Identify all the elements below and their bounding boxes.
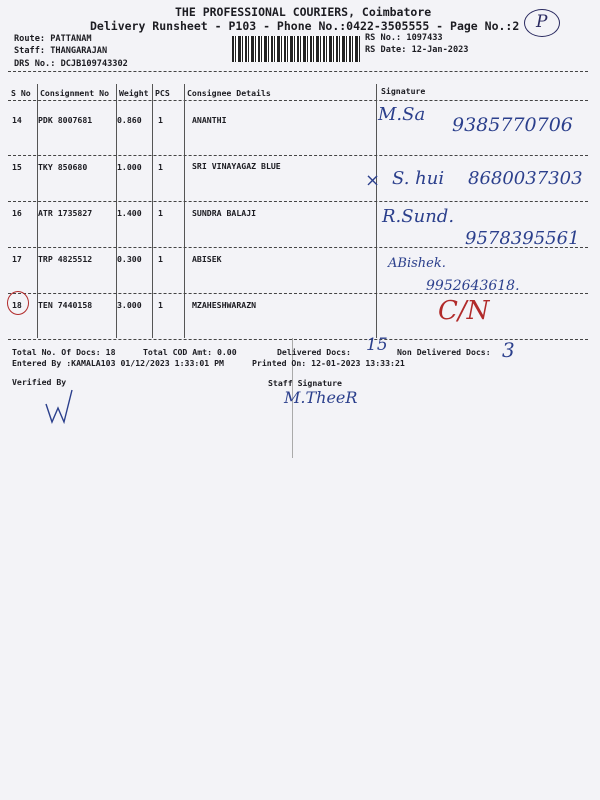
cell-pcs: 1 — [158, 254, 163, 264]
cell-consignee: SUNDRA BALAJI — [192, 208, 257, 218]
staff-signature-handwritten: M.TheeR — [284, 388, 358, 407]
column-divider — [184, 84, 185, 338]
delivered-count-handwritten: 15 — [366, 335, 388, 355]
total-cod: Total COD Amt: 0.00 — [143, 347, 237, 357]
col-signature: Signature — [381, 86, 426, 96]
row-divider — [8, 293, 588, 294]
signature-phone: 9578395561 — [465, 228, 580, 249]
cell-sno: 17 — [12, 254, 22, 264]
drs-label: DRS No.: DCJB109743302 — [14, 59, 128, 69]
divider — [8, 71, 588, 72]
cell-weight: 3.000 — [117, 300, 142, 310]
signature-name: C/N — [438, 296, 490, 326]
rs-date: RS Date: 12-Jan-2023 — [365, 45, 469, 55]
row-divider — [8, 247, 588, 248]
printed-on: Printed On: 12-01-2023 13:33:21 — [252, 358, 405, 368]
signature-phone: 9385770706 — [452, 114, 573, 136]
cell-pcs: 1 — [158, 115, 163, 125]
row-divider — [8, 155, 588, 156]
cell-weight: 1.000 — [117, 162, 142, 172]
cell-pcs: 1 — [158, 300, 163, 310]
cell-pcs: 1 — [158, 162, 163, 172]
barcode — [232, 36, 360, 62]
signature-name: ABishek. — [388, 256, 446, 271]
cell-weight: 0.300 — [117, 254, 142, 264]
row-divider — [8, 339, 588, 340]
cell-sno: 14 — [12, 115, 22, 125]
signature-phone: 8680037303 — [468, 168, 583, 189]
divider — [8, 100, 588, 101]
rs-number: RS No.: 1097433 — [365, 33, 443, 43]
non-delivered-label: Non Delivered Docs: — [397, 347, 491, 357]
runsheet-title: Delivery Runsheet - P103 - Phone No.:0422-3505555 - Page No.:2 — [90, 19, 520, 33]
total-docs: Total No. Of Docs: 18 — [12, 347, 116, 357]
cell-weight: 0.860 — [117, 115, 142, 125]
signature-name: M.Sa — [378, 104, 426, 125]
col-consignment: Consignment No — [40, 88, 110, 98]
entered-by: Entered By :KAMALA103 01/12/2023 1:33:01 PM — [12, 358, 224, 368]
circled-mark-letter: P — [536, 12, 548, 32]
staff-signature-label: Staff Signature — [268, 378, 342, 388]
col-consignee: Consignee Details — [187, 88, 271, 98]
col-pcs: PCS — [155, 88, 170, 98]
cell-consignee: ANANTHI — [192, 115, 227, 125]
cell-consignee: ABISEK — [192, 254, 222, 264]
cell-consignment: TEN 7440158 — [38, 300, 93, 310]
col-weight: Weight — [119, 88, 149, 98]
col-sno: S No — [11, 88, 31, 98]
delivered-label: Delivered Docs: — [277, 347, 351, 357]
staff-label: Staff: THANGARAJAN — [14, 46, 108, 56]
cell-sno: 16 — [12, 208, 22, 218]
row-divider — [8, 201, 588, 202]
company-title: THE PROFESSIONAL COURIERS, Coimbatore — [175, 5, 432, 19]
signature-name: S. hui — [392, 168, 445, 189]
cell-consignee: SRI VINAYAGAZ BLUE — [192, 161, 281, 171]
cell-consignment: TKY 850680 — [38, 162, 88, 172]
column-divider — [376, 84, 377, 338]
non-delivered-count-handwritten: 3 — [502, 338, 515, 362]
cell-consignment: PDK 8007681 — [38, 115, 93, 125]
column-divider — [152, 84, 153, 338]
cell-weight: 1.400 — [117, 208, 142, 218]
cell-consignment: TRP 4825512 — [38, 254, 93, 264]
cell-consignment: ATR 1735827 — [38, 208, 93, 218]
cell-consignee: MZAHESHWARAZN — [192, 300, 257, 310]
signature-phone: 9952643618. — [426, 278, 520, 294]
cell-sno: 15 — [12, 162, 22, 172]
verified-signature-scribble — [38, 382, 84, 426]
circled-mark — [524, 9, 560, 37]
route-label: Route: PATTANAM — [14, 34, 92, 44]
signature-name: R.Sund. — [382, 206, 455, 227]
cross-mark: × — [365, 170, 381, 191]
cell-pcs: 1 — [158, 208, 163, 218]
verified-by-label: Verified By — [12, 377, 67, 387]
cell-sno: 18 — [12, 300, 22, 310]
